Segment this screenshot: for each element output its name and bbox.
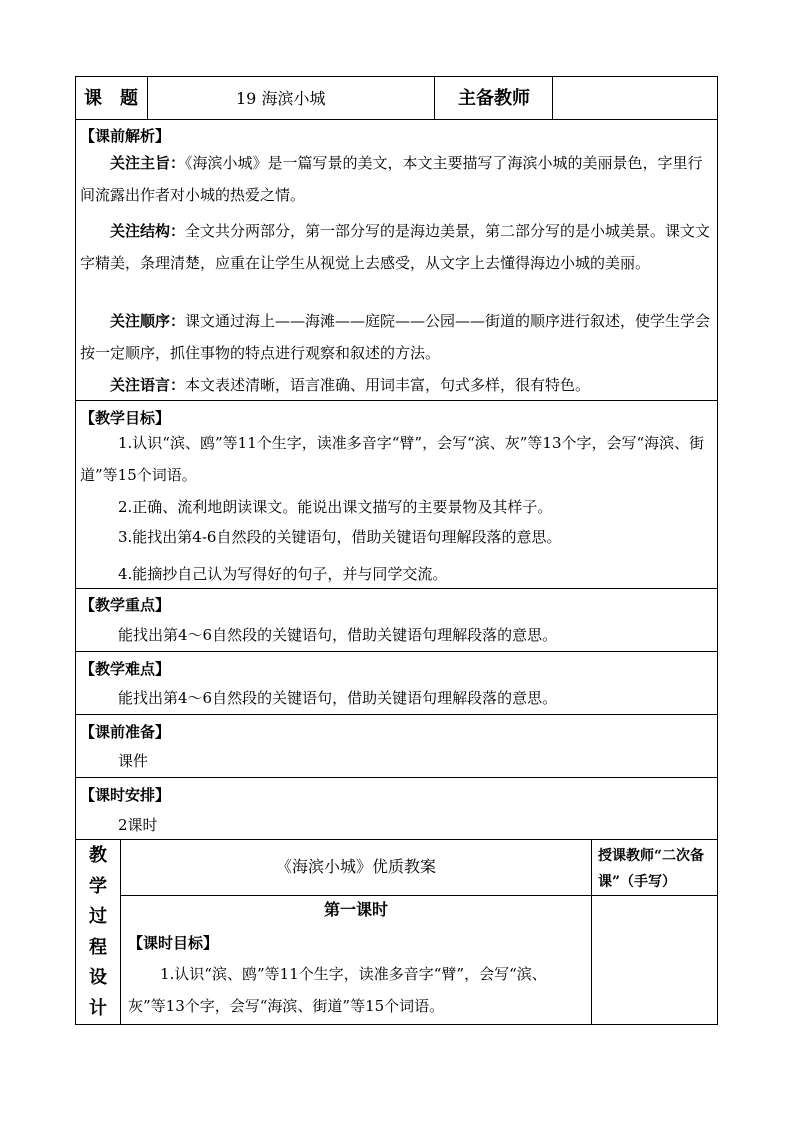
goal-item: 1.认识“滨、鸥”等11个生字，读准多音字“臂”，会写“滨、灰”等13个字，会写“海滨、街道”等15个词语。: [80, 434, 705, 484]
row-divider: [76, 777, 717, 778]
lesson-goal-heading: 【课时目标】: [128, 934, 219, 952]
row-divider: [76, 400, 717, 401]
order-text: 课文通过海上——海滩——庭院——公园——街道的顺序进行叙述，使学生学会按一定顺序，抓住事物的特点进行观察和叙述的方法。: [80, 312, 711, 362]
analysis-paragraph-order: [80, 305, 712, 369]
process-row-divider: [592, 895, 718, 896]
row-divider: [76, 588, 717, 589]
goals-heading: 【教学目标】: [80, 409, 171, 427]
subject-label: 课 题: [84, 88, 138, 109]
side-char: 学: [89, 875, 107, 897]
schedule-text: 2课时: [118, 816, 158, 834]
side-char: 程: [89, 936, 107, 958]
focus-text: 能找出第4～6自然段的关键语句，借助关键语句理解段落的意思。: [118, 626, 558, 644]
theme-label: 关注主旨：: [110, 154, 186, 172]
header-divider: [434, 77, 435, 120]
lesson-plan-document: [75, 76, 718, 1025]
row-divider: [76, 119, 717, 120]
analysis-paragraph-structure: [80, 215, 712, 279]
order-label: 关注顺序：: [110, 312, 186, 330]
row-divider: [76, 839, 717, 840]
process-divider: [591, 839, 592, 1025]
focus-heading: 【教学重点】: [80, 596, 171, 614]
structure-text: 全文共分两部分，第一部分写的是海边美景，第二部分写的是小城美景。课文文字精美，条理清楚，应重在让学生从视觉上去感受，从文字上去懂得海边小城的美丽。: [80, 222, 711, 272]
structure-label: 关注结构：: [110, 222, 186, 240]
language-label: 关注语言：: [110, 376, 186, 394]
header-divider: [147, 77, 148, 120]
header-divider: [552, 77, 553, 120]
difficulty-heading: 【教学难点】: [80, 660, 171, 678]
prep-heading: 【课前准备】: [80, 723, 171, 741]
schedule-heading: 【课时安排】: [80, 786, 171, 804]
side-char: 计: [89, 997, 107, 1019]
plan-title: 《海滨小城》优质教案: [275, 857, 436, 876]
row-divider: [76, 714, 717, 715]
goal-item: 2.正确、流利地朗读课文。能说出课文描写的主要景物及其样子。: [118, 498, 553, 516]
side-char: 过: [89, 906, 107, 927]
lead-teacher-label: 主备教师: [458, 88, 530, 109]
analysis-paragraph-language: [80, 369, 712, 401]
prep-text: 课件: [118, 752, 149, 770]
first-lesson-title: 第一课时: [323, 900, 388, 919]
side-char: 设: [89, 967, 107, 988]
analysis-paragraph-theme: [80, 147, 712, 211]
second-prep-header: 授课教师“二次备课”（手写）: [598, 848, 705, 890]
side-char: 教: [89, 845, 107, 866]
theme-text: 《海滨小城》是一篇写景的美文，本文主要描写了海滨小城的美丽景色，字里行间流露出作者对小城的热爱之情。: [80, 154, 703, 204]
goal-item: 3.能找出第4-6自然段的关键语句，借助关键语句理解段落的意思。: [118, 528, 562, 546]
goal-item: 4.能摘抄自己认为写得好的句子，并与同学交流。: [118, 565, 448, 583]
lesson-title: 19 海滨小城: [236, 89, 326, 108]
difficulty-text: 能找出第4～6自然段的关键语句，借助关键语句理解段落的意思。: [118, 689, 558, 707]
analysis-heading: 【课前解析】: [80, 127, 171, 145]
lesson-goal-text: 1.认识“滨、鸥”等11个生字，读准多音字“臂”，会写“滨、灰”等13个字，会写“海滨、街道”等15个词语。: [128, 965, 547, 1015]
language-text: 本文表述清晰，语言准确、用词丰富，句式多样，很有特色。: [185, 376, 591, 394]
row-divider: [76, 651, 717, 652]
process-side-label: [76, 841, 120, 1024]
